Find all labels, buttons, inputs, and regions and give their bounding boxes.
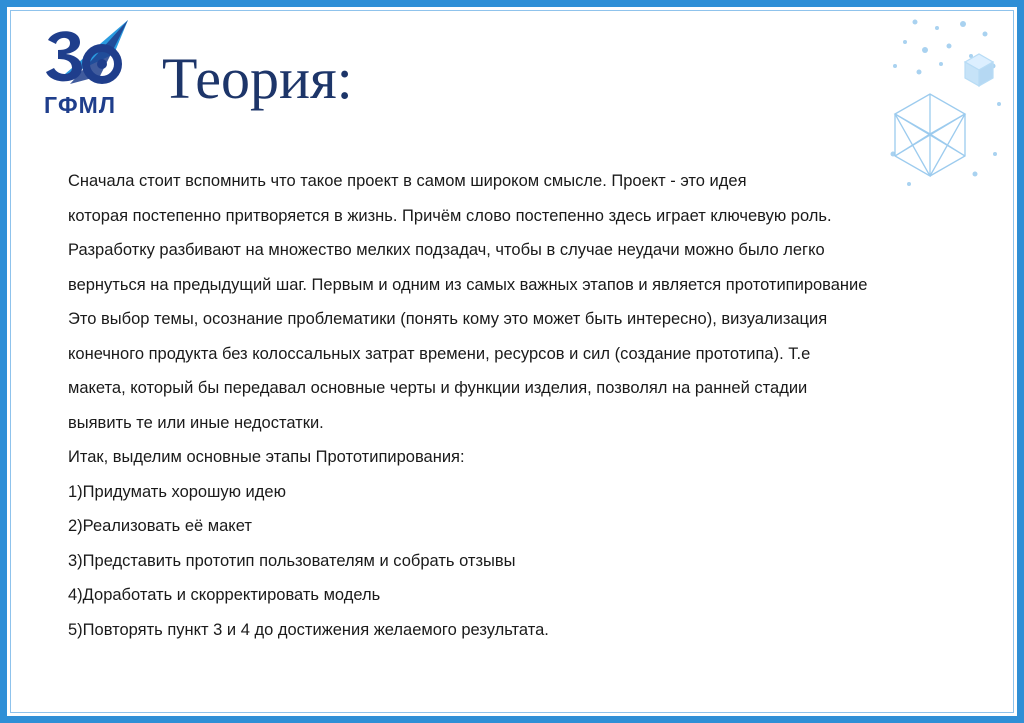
text-line: Разработку разбивают на множество мелких подзадач, чтобы в случае неудачи можно было легко (68, 241, 825, 259)
list-item: 1)Придумать хорошую идею (68, 482, 286, 501)
text-line: конечного продукта без колоссальных затрат времени, ресурсов и сил (создание прототипа). Т.е (68, 344, 811, 363)
text-line: макета, который бы передавал основные черты и функции изделия, позволял на ранней стадии (68, 379, 808, 397)
page-title: Теория: (162, 46, 353, 111)
list-item: 2)Реализовать её макет (68, 517, 252, 535)
text-line: Итак, выделим основные этапы Прототипирования: (68, 448, 465, 466)
text-line: выявить те или иные недостатки. (68, 413, 324, 432)
text-line: Это выбор темы, осознание проблематики (понять кому это может быть интересно), визуализация (68, 310, 828, 328)
list-item: 3)Представить прототип пользователям и собрать отзывы (68, 551, 516, 570)
body-text (68, 164, 968, 647)
list-item: 5)Повторять пункт 3 и 4 до достижения желаемого результата. (68, 620, 549, 639)
logo-text: ГФМЛ (44, 92, 116, 118)
text-line: Сначала стоит вспомнить что такое проект в самом широком смысле. Проект - это идея (68, 172, 747, 190)
list-item: 4)Доработать и скорректировать модель (68, 586, 381, 604)
text-line: вернуться на предыдущий шаг. Первым и одним из самых важных этапов и является прототипирование (68, 275, 868, 294)
text-line: которая постепенно притворяется в жизнь. Причём слово постепенно здесь играет ключевую роль. (68, 206, 832, 225)
